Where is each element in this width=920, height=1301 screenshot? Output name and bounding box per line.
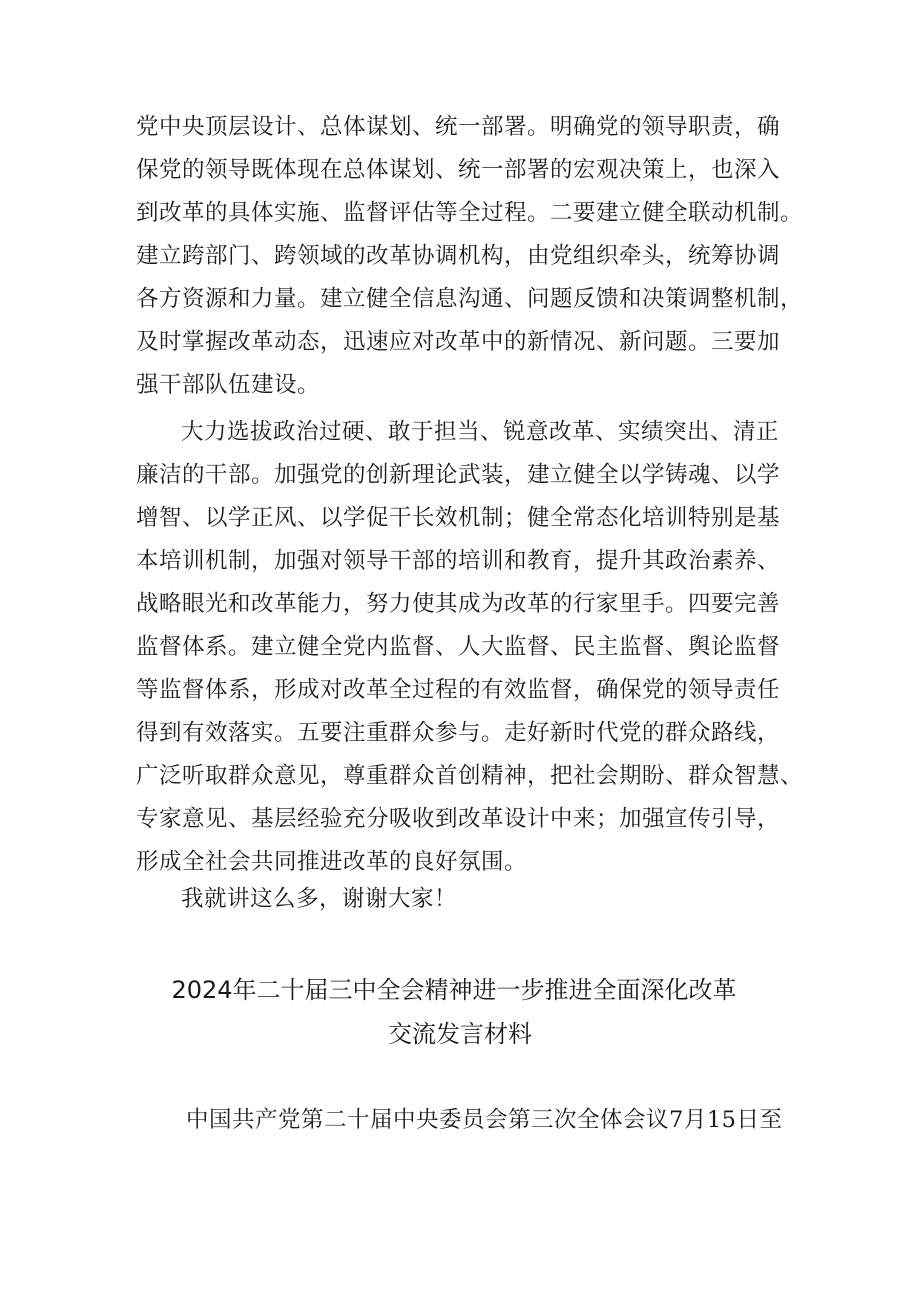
body-text-line: 等监督体系，形成对改革全过程的有效监督，确保党的领导责任 (136, 677, 781, 703)
closing-line: 我就讲这么多，谢谢大家！ (181, 886, 458, 912)
body-text-line: 建立跨部门、跨领域的改革协调机构，由党组织牵头，统筹协调 (136, 243, 781, 269)
body-text-line: 党中央顶层设计、总体谋划、统一部署。明确党的领导职责，确 (136, 114, 781, 140)
body-text-line: 及时掌握改革动态，迅速应对改革中的新情况、新问题。三要加 (136, 329, 781, 355)
body-text-line: 战略眼光和改革能力，努力使其成为改革的行家里手。四要完善 (136, 591, 781, 617)
body-text-line: 各方资源和力量。建立健全信息沟通、问题反馈和决策调整机制， (136, 286, 804, 312)
document-title: 2024年二十届三中全会精神进一步推进全面深化改革 (171, 976, 737, 1004)
body-text-line: 强干部队伍建设。 (136, 372, 321, 398)
body-text-line: 中国共产党第二十届中央委员会第三次全体会议7月15日至 (186, 1107, 783, 1133)
body-text-line: 本培训机制，加强对领导干部的培训和教育，提升其政治素养、 (136, 548, 781, 574)
body-text-line: 大力选拔政治过硬、敢于担当、锐意改革、实绩突出、清正 (181, 419, 780, 445)
body-text-line: 监督体系。建立健全党内监督、人大监督、民主监督、舆论监督 (136, 634, 781, 660)
body-text-line: 廉洁的干部。加强党的创新理论武装，建立健全以学铸魂、以学 (136, 462, 781, 488)
body-text-line: 增智、以学正风、以学促干长效机制；健全常态化培训特别是基 (136, 505, 781, 531)
body-text-line: 到改革的具体实施、监督评估等全过程。二要建立健全联动机制。 (136, 200, 804, 226)
body-text-line: 专家意见、基层经验充分吸收到改革设计中来；加强宣传引导， (136, 806, 781, 832)
body-text-line: 得到有效落实。五要注重群众参与。走好新时代党的群众路线， (136, 720, 781, 746)
body-text-line: 形成全社会共同推进改革的良好氛围。 (136, 849, 528, 875)
document-subtitle: 交流发言材料 (388, 1020, 532, 1048)
body-text-line: 广泛听取群众意见，尊重群众首创精神，把社会期盼、群众智慧、 (136, 763, 804, 789)
body-text-line: 保党的领导既体现在总体谋划、统一部署的宏观决策上，也深入 (136, 157, 781, 183)
